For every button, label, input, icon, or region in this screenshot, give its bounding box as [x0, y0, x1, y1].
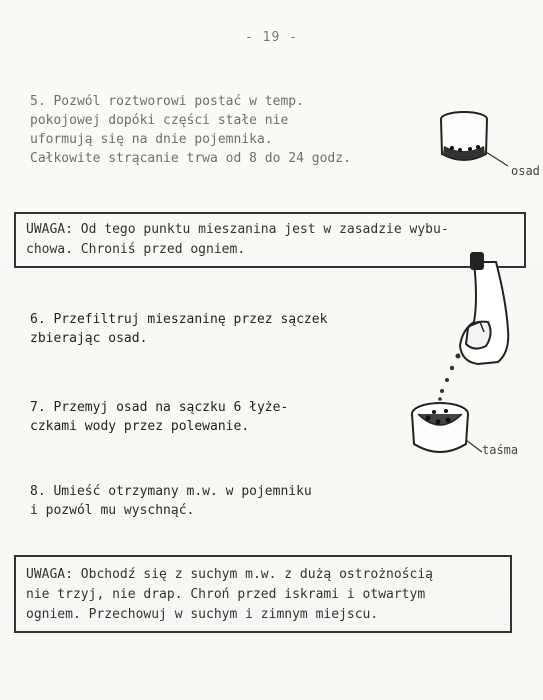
step-7-line: 7. Przemyj osad na sączku 6 łyże- [30, 400, 289, 415]
step-5-line: pokojowej dopóki części stałe nie [30, 113, 289, 128]
warning-1-line: UWAGA: Od tego punktu mieszanina jest w zasadzie wybu- [26, 222, 449, 237]
page-number: - 19 - [245, 30, 298, 45]
warning-2-line: UWAGA: Obchodź się z suchym m.w. z dużą ostrożnością [26, 567, 433, 582]
step-5-line: Całkowite strącanie trwa od 8 do 24 godz. [30, 151, 351, 166]
filter-container-icon [412, 403, 482, 452]
step-6-line: 6. Przefiltruj mieszaninę przez sączek [30, 312, 328, 327]
warning-2-line: nie trzyj, nie drap. Chroń przed iskrami i otwartym [26, 587, 426, 602]
label-osad: osad [511, 164, 540, 178]
step-5-line: 5. Pozwól roztworowi postać w temp. [30, 94, 304, 109]
jar-with-sediment-icon [441, 112, 508, 166]
step-6-line: zbierając osad. [30, 331, 148, 346]
label-tasma: taśma [482, 443, 519, 457]
step-8-line: 8. Umieść otrzymany m.w. w pojemniku [30, 484, 312, 499]
warning-2-line: ogniem. Przechowuj w suchym i zimnym miejscu. [26, 607, 379, 622]
hand-pouring-icon [438, 252, 508, 401]
step-8-line: i pozwól mu wyschnąć. [30, 503, 195, 518]
warning-1-line: chowa. Chroniś przed ogniem. [26, 242, 246, 257]
step-7-line: czkami wody przez polewanie. [30, 419, 250, 434]
step-5-line: uformują się na dnie pojemnika. [30, 132, 273, 147]
